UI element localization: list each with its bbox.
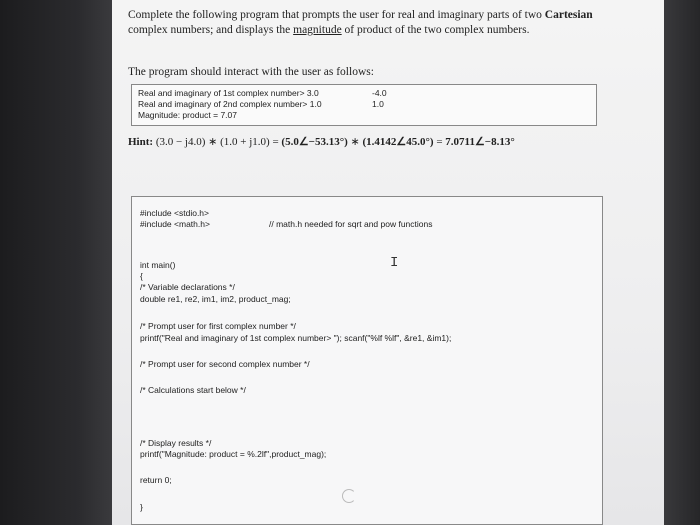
code-line: printf("Magnitude: product = %.2lf",product_mag); bbox=[140, 449, 327, 459]
code-line: printf("Real and imaginary of 1st complex number> "); scanf("%lf %lf", &re1, &im1); bbox=[140, 333, 452, 343]
code-line: /* Prompt user for second complex number */ bbox=[140, 359, 310, 369]
code-line: /* Calculations start below */ bbox=[140, 385, 246, 395]
hint-line: Hint: (3.0 − j4.0) ∗ (1.0 + j1.0) = (5.0∠−53.13°) ∗ (1.4142∠45.0°) = 7.0711∠−8.13° bbox=[128, 136, 515, 148]
code-line: double re1, re2, im1, im2, product_mag; bbox=[140, 294, 291, 304]
problem-statement: Complete the following program that prompts the user for real and imaginary parts of two Cartesian complex numbers; and displays the magnitude of product of the two complex numbers. bbox=[128, 9, 593, 36]
loading-spinner-icon bbox=[342, 489, 356, 503]
sample-line: Magnitude: product = 7.07 bbox=[138, 110, 237, 120]
monitor-bezel-left bbox=[0, 0, 112, 525]
underlined-magnitude: magnitude bbox=[293, 24, 342, 36]
code-line: #include <math.h> bbox=[140, 219, 210, 229]
monitor-bezel-right bbox=[662, 0, 700, 525]
code-line: /* Prompt user for first complex number */ bbox=[140, 321, 296, 331]
code-line: int main() bbox=[140, 260, 176, 270]
code-line: #include <stdio.h> bbox=[140, 208, 209, 218]
code-line: { bbox=[140, 271, 143, 281]
code-comment: // math.h needed for sqrt and pow functions bbox=[269, 219, 433, 229]
sample-interaction-box bbox=[131, 84, 597, 126]
code-line: /* Display results */ bbox=[140, 438, 212, 448]
code-box bbox=[131, 196, 603, 525]
sample-line: Real and imaginary of 1st complex number> 3.0 -4.0 bbox=[138, 88, 387, 98]
document-screen bbox=[112, 0, 664, 525]
code-line: return 0; bbox=[140, 475, 172, 485]
code-line: /* Variable declarations */ bbox=[140, 282, 235, 292]
sample-line: Real and imaginary of 2nd complex number> 1.0 1.0 bbox=[138, 99, 384, 109]
text-cursor-icon: I bbox=[390, 255, 399, 271]
code-line: } bbox=[140, 502, 143, 512]
interaction-heading: The program should interact with the user as follows: bbox=[128, 66, 374, 78]
bold-cartesian: Cartesian bbox=[544, 9, 593, 21]
